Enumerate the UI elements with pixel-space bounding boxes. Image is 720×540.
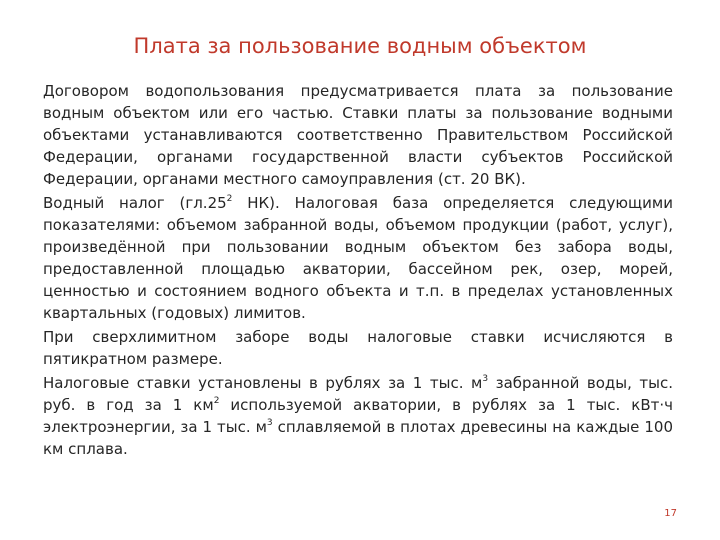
text-segment: используемой акватории, в рублях за 1 тыс. кВт·ч электроэнергии, за 1 тыс. м [43, 396, 673, 436]
superscript: 3 [266, 418, 273, 428]
page-number: 17 [664, 508, 677, 519]
superscript: 2 [213, 396, 220, 406]
text-segment: При сверхлимитном заборе воды налоговые ставки исчисляются в пятикратном размере. [43, 328, 673, 368]
slide-body [43, 80, 673, 462]
text-segment: забранной воды, тыс. руб. в год за 1 км [43, 374, 674, 414]
slide-title: Плата за пользование водным объектом [133, 34, 587, 58]
paragraph [43, 372, 673, 460]
text-segment: Водный налог (гл.25 [43, 194, 227, 212]
paragraph [43, 326, 673, 370]
superscript: 3 [482, 374, 489, 384]
paragraph [43, 192, 673, 324]
text-segment: Налоговые ставки установлены в рублях за 1 тыс. м [43, 374, 483, 392]
text-segment: Договором водопользования предусматривается плата за пользование водным объектом или его частью. Ставки платы за пользование водными объектами устанавливаются соответственно Правительством Российской Федерации, органами государственной власти субъектов Российской Федерации, органами местного самоуправления (ст. 20 ВК). [43, 82, 673, 188]
text-segment: сплавляемой в плотах древесины на каждые 100 км сплава. [43, 418, 673, 458]
paragraph [43, 80, 673, 190]
text-segment: НК). Налоговая база определяется следующими показателями: объемом забранной воды, объемом продукции (работ, услуг), произведённой при пользовании водным объектом без забора воды, предоставленной площадью акватории, бассейном рек, озер, морей, ценностью и состоянием водного объекта и т.п. в пределах установленных квартальных (годовых) лимитов. [43, 194, 673, 322]
superscript: 2 [226, 194, 233, 204]
